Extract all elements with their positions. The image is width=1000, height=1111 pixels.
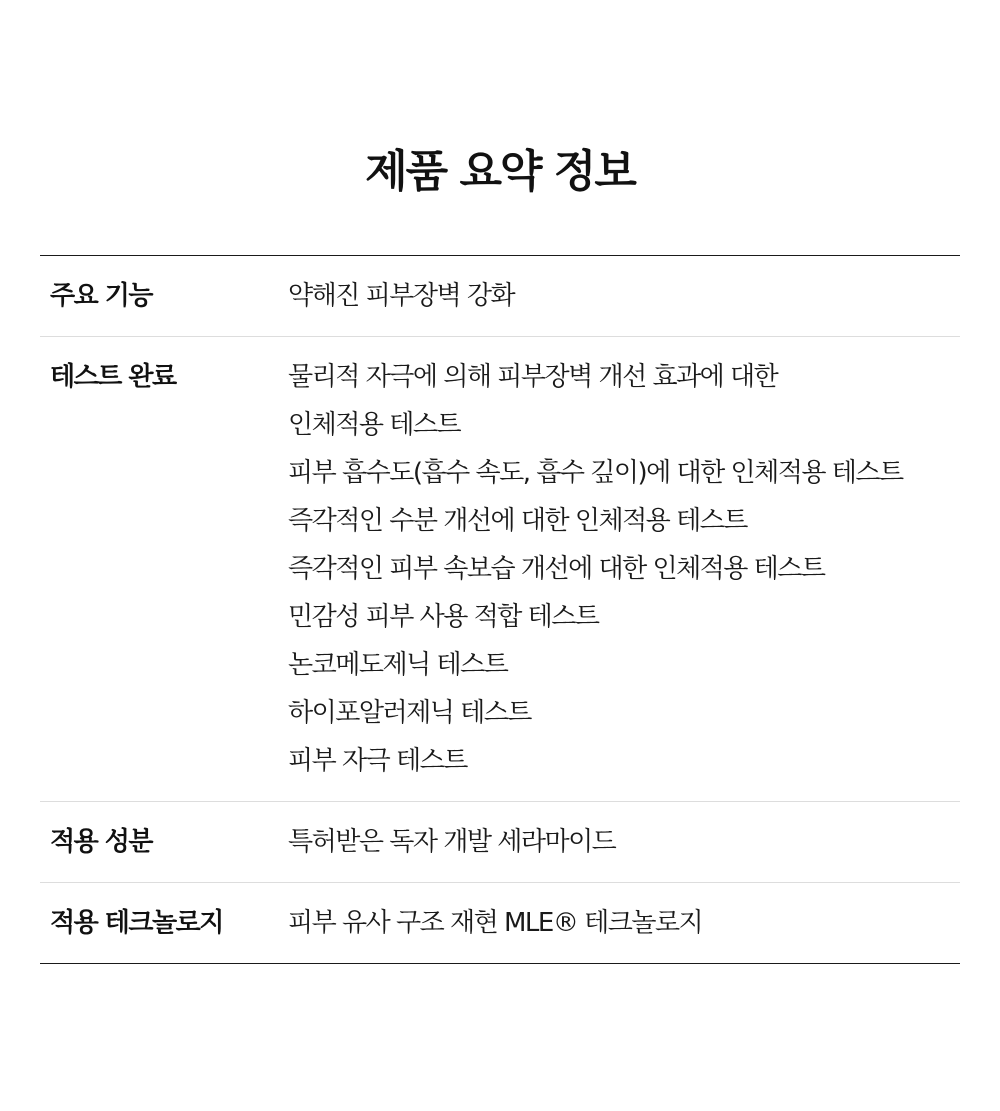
product-summary-table bbox=[40, 255, 960, 964]
list-item: 피부 흡수도(흡수 속도, 흡수 깊이)에 대한 인체적용 테스트 bbox=[288, 458, 903, 488]
row-value bbox=[288, 903, 960, 943]
list-item: 민감성 피부 사용 적합 테스트 bbox=[288, 602, 599, 632]
list-item: 즉각적인 수분 개선에 대한 인체적용 테스트 bbox=[288, 506, 747, 536]
row-value bbox=[288, 276, 960, 316]
row-label: 테스트 완료 bbox=[50, 362, 176, 392]
list-item: 논코메도제닉 테스트 bbox=[288, 650, 508, 680]
value-line: 약해진 피부장벽 강화 bbox=[288, 281, 515, 311]
row-value bbox=[288, 822, 960, 862]
table-row-ingredients bbox=[40, 801, 960, 882]
row-value-list bbox=[288, 357, 960, 781]
value-line: 특허받은 독자 개발 세라마이드 bbox=[288, 827, 616, 857]
list-item: 물리적 자극에 의해 피부장벽 개선 효과에 대한 bbox=[288, 362, 778, 392]
table-row-main-function bbox=[40, 256, 960, 336]
row-label: 적용 테크놀로지 bbox=[50, 908, 223, 938]
row-label: 주요 기능 bbox=[50, 281, 153, 311]
value-line: 피부 유사 구조 재현 MLE® 테크놀로지 bbox=[288, 908, 703, 938]
page-title: 제품 요약 정보 bbox=[365, 146, 635, 197]
list-item: 즉각적인 피부 속보습 개선에 대한 인체적용 테스트 bbox=[288, 554, 825, 584]
list-item: 하이포알러제닉 테스트 bbox=[288, 698, 531, 728]
row-label: 적용 성분 bbox=[50, 827, 153, 857]
list-item: 피부 자극 테스트 bbox=[288, 746, 467, 776]
table-row-tests-completed bbox=[40, 336, 960, 801]
list-item: 인체적용 테스트 bbox=[288, 410, 461, 440]
table-row-technology bbox=[40, 882, 960, 963]
